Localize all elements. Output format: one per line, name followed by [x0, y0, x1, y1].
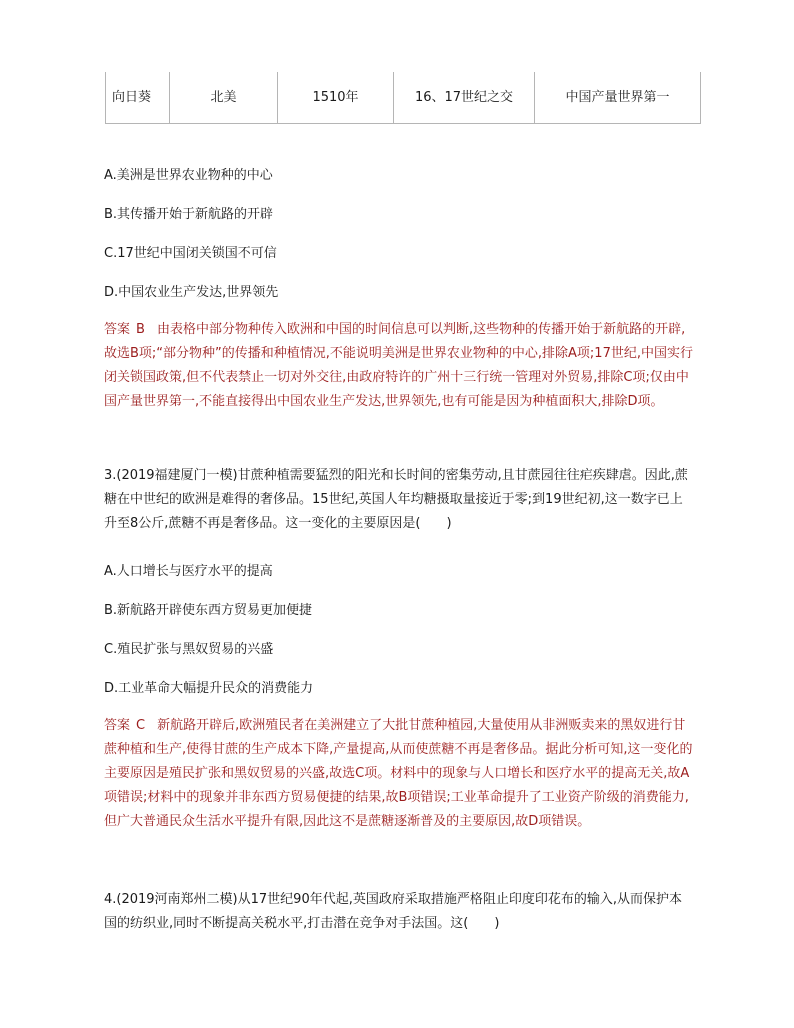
table-cell-crop: 向日葵: [106, 72, 170, 124]
q3-option-b: B.新航路开辟使东西方贸易更加便捷: [104, 603, 313, 618]
answer-letter: B: [136, 322, 145, 337]
q3-option-d: D.工业革命大幅提升民众的消费能力: [104, 681, 314, 696]
q2-option-d: D.中国农业生产发达,世界领先: [104, 285, 279, 300]
q4-stem: 4.(2019河南郑州二模)从17世纪90年代起,英国政府采取措施严格阻止印度印花布的输入,从而保护本国的纺织业,同时不断提高关税水平,打击潜在竞争对手法国。这( ): [104, 892, 682, 931]
q3-answer: [104, 714, 694, 834]
answer-explanation: 由表格中部分物种传入欧洲和中国的时间信息可以判断,这些物种的传播开始于新航路的开辟,故选B项;“部分物种”的传播和种植情况,不能说明美洲是世界农业物种的中心,排除A项;17世纪,中国实行闭关锁国政策,但不代表禁止一切对外交往,由政府特许的广州十三行统一管理对外贸易,排除C项;仅由中国产量世界第一,不能直接得出中国农业生产发达,世界领先,也有可能是因为种植面积大,排除D项。: [104, 322, 693, 409]
answer-label: 答案: [104, 718, 131, 733]
answer-letter: C: [136, 718, 146, 733]
answer-explanation: 新航路开辟后,欧洲殖民者在美洲建立了大批甘蔗种植园,大量使用从非洲贩卖来的黑奴进行甘蔗种植和生产,使得甘蔗的生产成本下降,产量提高,从而使蔗糖不再是奢侈品。据此分析可知,这一变化的主要原因是殖民扩张和黑奴贸易的兴盛,故选C项。材料中的现象与人口增长和医疗水平的提高无关,故A项错误;材料中的现象并非东西方贸易便捷的结果,故B项错误;工业革命提升了工业资产阶级的消费能力,但广大普通民众生活水平提升有限,因此这不是蔗糖逐渐普及的主要原因,故D项错误。: [104, 718, 693, 829]
table-cell-note: 中国产量世界第一: [535, 72, 701, 124]
table-row: [106, 72, 701, 124]
q2-option-b: B.其传播开始于新航路的开辟: [104, 207, 274, 222]
q2-option-c: C.17世纪中国闭关锁国不可信: [104, 246, 277, 261]
table-cell-origin: 北美: [170, 72, 278, 124]
q2-answer: [104, 318, 694, 414]
crop-table: [105, 72, 701, 124]
q2-option-a: A.美洲是世界农业物种的中心: [104, 168, 273, 183]
table-cell-europe-year: 1510年: [278, 72, 394, 124]
q3-option-a: A.人口增长与医疗水平的提高: [104, 564, 273, 579]
q3-stem: 3.(2019福建厦门一模)甘蔗种植需要猛烈的阳光和长时间的密集劳动,且甘蔗园往往疟疾肆虐。因此,蔗糖在中世纪的欧洲是难得的奢侈品。15世纪,英国人年均糖摄取量接近于零;到19世纪初,这一数字已上升至8公斤,蔗糖不再是奢侈品。这一变化的主要原因是( ): [104, 468, 688, 531]
answer-label: 答案: [104, 322, 131, 337]
table-cell-china-time: 16、17世纪之交: [394, 72, 535, 124]
q3-option-c: C.殖民扩张与黑奴贸易的兴盛: [104, 642, 274, 657]
